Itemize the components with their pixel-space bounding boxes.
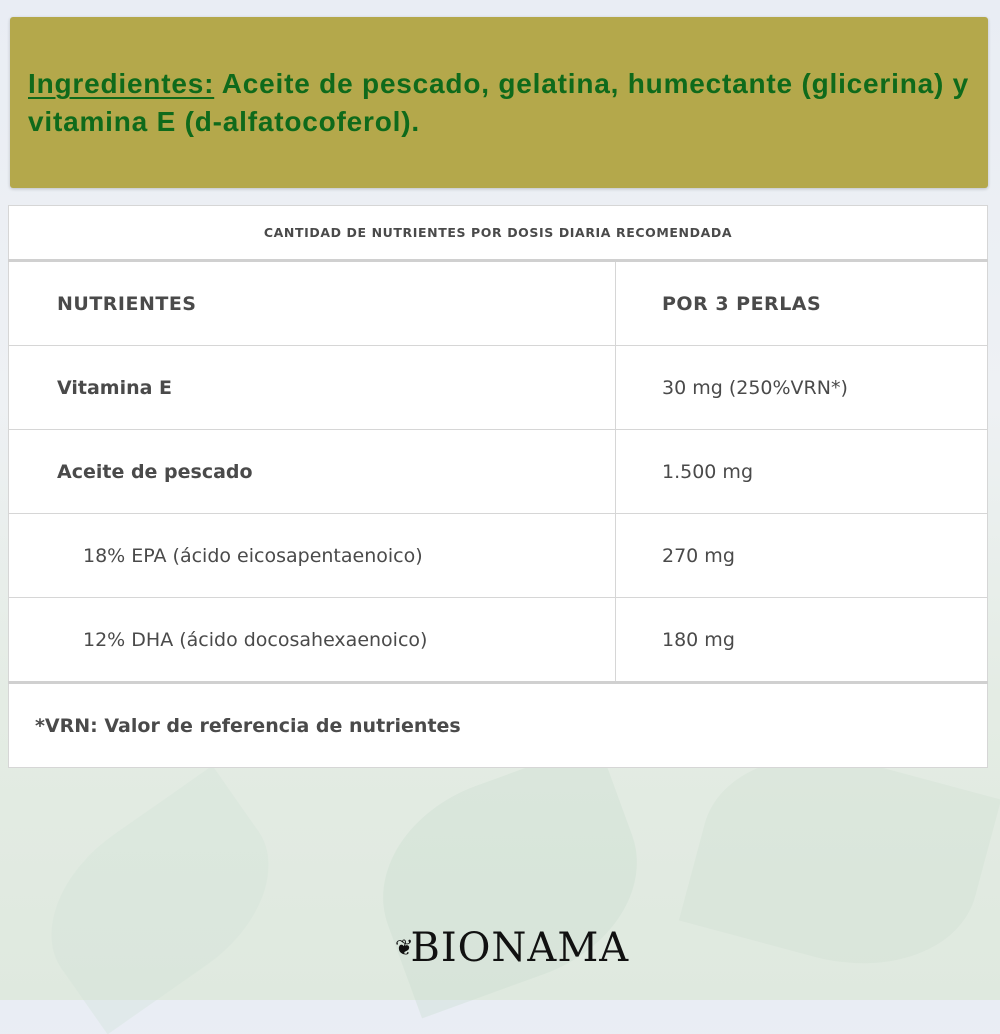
table-row bbox=[9, 514, 988, 598]
leaf-icon: ❦ bbox=[395, 935, 415, 961]
footnote: *VRN: Valor de referencia de nutrientes bbox=[9, 683, 988, 768]
nutrition-table bbox=[8, 205, 988, 768]
nutrient-value: 270 mg bbox=[616, 514, 988, 598]
ingredients-panel bbox=[10, 17, 988, 188]
table-title: CANTIDAD DE NUTRIENTES POR DOSIS DIARIA RECOMENDADA bbox=[9, 206, 988, 261]
bionama-logo bbox=[395, 925, 629, 971]
nutrient-name: Aceite de pescado bbox=[9, 430, 616, 514]
header-nutrients: NUTRIENTES bbox=[9, 261, 616, 346]
nutrient-value: 30 mg (250%VRN*) bbox=[616, 346, 988, 430]
table-row bbox=[9, 346, 988, 430]
header-amount: POR 3 PERLAS bbox=[616, 261, 988, 346]
table-row bbox=[9, 598, 988, 683]
nutrient-value: 1.500 mg bbox=[616, 430, 988, 514]
ingredients-text bbox=[28, 65, 970, 141]
ingredients-label: Ingredientes: bbox=[28, 68, 215, 99]
brand-name: BIONAMA bbox=[410, 925, 630, 971]
nutrient-value: 180 mg bbox=[616, 598, 988, 683]
table-row bbox=[9, 430, 988, 514]
nutrient-name: 18% EPA (ácido eicosapentaenoico) bbox=[9, 514, 616, 598]
ingredients-list: Aceite de pescado, gelatina, humectante (glicerina) y vitamina E (d-alfatocoferol). bbox=[28, 68, 970, 137]
table-header bbox=[9, 261, 988, 346]
background-leaf bbox=[354, 742, 667, 1019]
background-leaf bbox=[16, 766, 304, 1034]
nutrient-name: 12% DHA (ácido docosahexaenoico) bbox=[9, 598, 616, 683]
nutrient-name: Vitamina E bbox=[9, 346, 616, 430]
